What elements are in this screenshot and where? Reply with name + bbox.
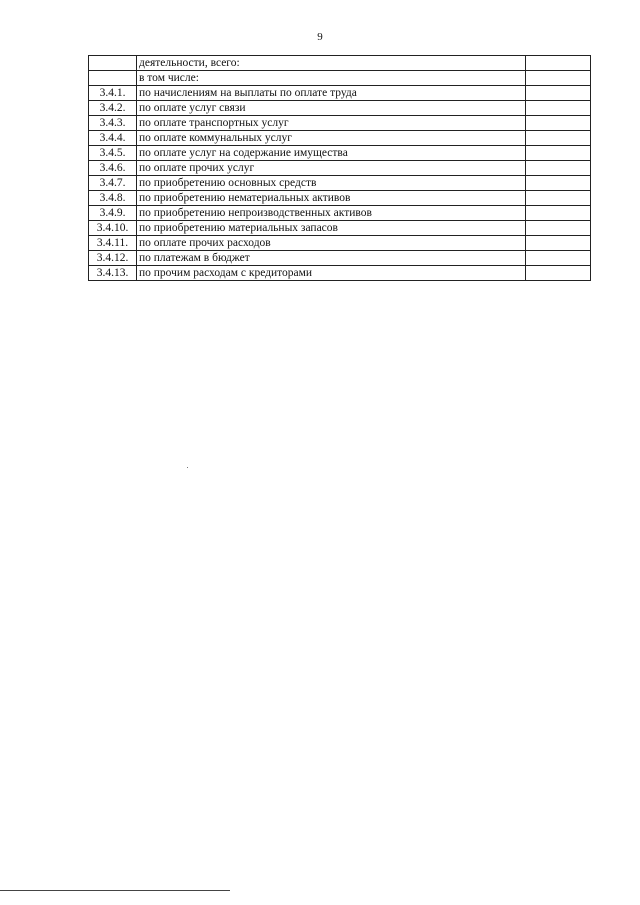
row-label-cell: по начислениям на выплаты по оплате труда bbox=[137, 86, 526, 101]
row-label-cell: по приобретению непроизводственных активов bbox=[137, 206, 526, 221]
table-row bbox=[89, 191, 591, 206]
table-row bbox=[89, 161, 591, 176]
table-row bbox=[89, 86, 591, 101]
table-row bbox=[89, 56, 591, 71]
row-number-cell: 3.4.13. bbox=[89, 266, 137, 281]
page-number: 9 bbox=[317, 31, 323, 43]
table-row bbox=[89, 236, 591, 251]
table-row bbox=[89, 266, 591, 281]
table-row bbox=[89, 101, 591, 116]
row-number-cell: 3.4.6. bbox=[89, 161, 137, 176]
row-number-cell bbox=[89, 71, 137, 86]
row-value-cell bbox=[526, 206, 591, 221]
row-label-cell: деятельности, всего: bbox=[137, 56, 526, 71]
table-row bbox=[89, 221, 591, 236]
row-number-cell: 3.4.4. bbox=[89, 131, 137, 146]
row-value-cell bbox=[526, 56, 591, 71]
row-number-cell: 3.4.11. bbox=[89, 236, 137, 251]
row-value-cell bbox=[526, 161, 591, 176]
row-value-cell bbox=[526, 176, 591, 191]
table-row bbox=[89, 146, 591, 161]
table-row bbox=[89, 206, 591, 221]
row-label-cell: по приобретению основных средств bbox=[137, 176, 526, 191]
row-value-cell bbox=[526, 86, 591, 101]
row-label-cell: по прочим расходам с кредиторами bbox=[137, 266, 526, 281]
row-label-cell: по оплате транспортных услуг bbox=[137, 116, 526, 131]
row-number-cell: 3.4.2. bbox=[89, 101, 137, 116]
row-label-cell: по оплате прочих расходов bbox=[137, 236, 526, 251]
table-row bbox=[89, 71, 591, 86]
row-value-cell bbox=[526, 191, 591, 206]
row-value-cell bbox=[526, 236, 591, 251]
table-row bbox=[89, 116, 591, 131]
row-value-cell bbox=[526, 131, 591, 146]
expenses-table-body bbox=[89, 56, 591, 281]
expenses-table bbox=[88, 55, 591, 281]
row-value-cell bbox=[526, 101, 591, 116]
row-label-cell: по приобретению материальных запасов bbox=[137, 221, 526, 236]
table-row bbox=[89, 131, 591, 146]
row-label-cell: в том числе: bbox=[137, 71, 526, 86]
bottom-rule bbox=[0, 890, 230, 891]
row-value-cell bbox=[526, 221, 591, 236]
row-number-cell: 3.4.8. bbox=[89, 191, 137, 206]
row-number-cell: 3.4.12. bbox=[89, 251, 137, 266]
row-number-cell: 3.4.1. bbox=[89, 86, 137, 101]
row-number-cell: 3.4.10. bbox=[89, 221, 137, 236]
row-number-cell: 3.4.3. bbox=[89, 116, 137, 131]
row-value-cell bbox=[526, 146, 591, 161]
row-value-cell bbox=[526, 266, 591, 281]
row-value-cell bbox=[526, 251, 591, 266]
row-number-cell bbox=[89, 56, 137, 71]
table-row bbox=[89, 176, 591, 191]
row-number-cell: 3.4.9. bbox=[89, 206, 137, 221]
row-label-cell: по оплате услуг на содержание имущества bbox=[137, 146, 526, 161]
row-value-cell bbox=[526, 71, 591, 86]
row-label-cell: по оплате услуг связи bbox=[137, 101, 526, 116]
row-number-cell: 3.4.5. bbox=[89, 146, 137, 161]
row-label-cell: по оплате прочих услуг bbox=[137, 161, 526, 176]
row-label-cell: по платежам в бюджет bbox=[137, 251, 526, 266]
scan-speck bbox=[187, 467, 188, 468]
row-label-cell: по приобретению нематериальных активов bbox=[137, 191, 526, 206]
row-value-cell bbox=[526, 116, 591, 131]
table-row bbox=[89, 251, 591, 266]
row-number-cell: 3.4.7. bbox=[89, 176, 137, 191]
row-label-cell: по оплате коммунальных услуг bbox=[137, 131, 526, 146]
